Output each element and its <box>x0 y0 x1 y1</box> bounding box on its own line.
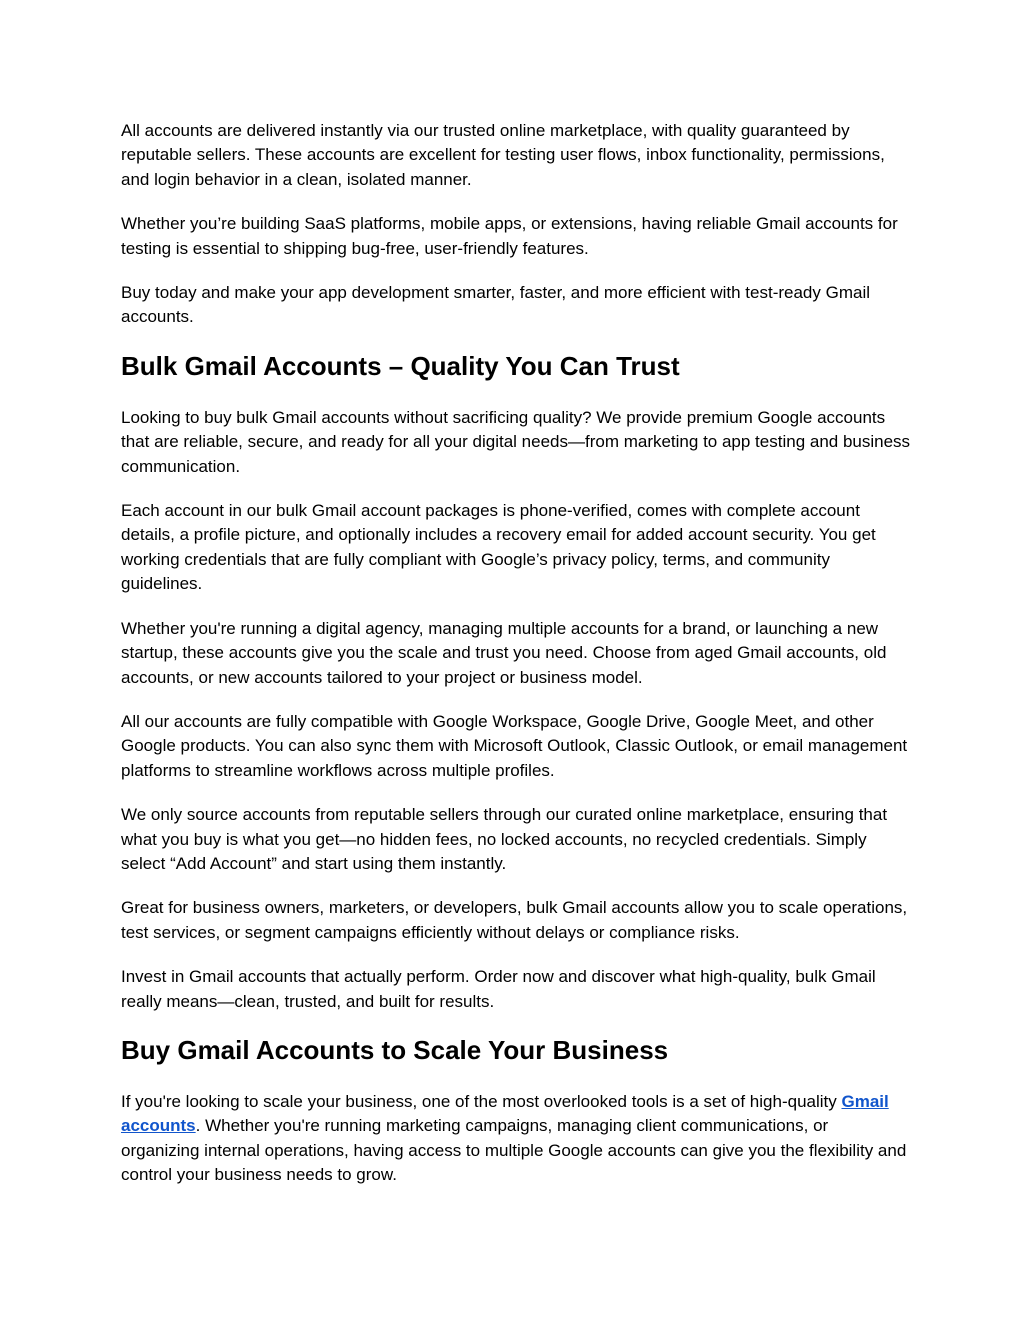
gmail-accounts-link[interactable]: Gmail accounts <box>121 1091 889 1136</box>
bulk-paragraph-5: We only source accounts from reputable sellers through our curated online marketplace, ensuring that what you buy is what you get—no hidden fees, no locked accounts, no recycled credentials. Simply select “Add Account” and start using them instantly. <box>121 805 888 873</box>
scale-paragraph-1-rest: . Whether you're running marketing campaigns, managing client communications, or organizing internal operations, having access to multiple Google accounts can give you the flexibility and control your business needs to grow. <box>121 1116 907 1185</box>
bulk-paragraph-2: Each account in our bulk Gmail account packages is phone-verified, comes with complete account details, a profile picture, and optionally includes a recovery email for added account security. You get working credentials that are fully compliant with Google’s privacy policy, terms, and community guidelines. <box>121 501 876 594</box>
scale-paragraph-1-lead: If you're looking to scale your business, one of the most overlooked tools is a set of high-quality <box>121 1091 842 1111</box>
bulk-paragraph-7: Invest in Gmail accounts that actually perform. Order now and discover what high-quality, bulk Gmail really means—clean, trusted, and built for results. <box>121 967 876 1011</box>
document-page <box>121 119 911 1208</box>
intro-paragraph-1: All accounts are delivered instantly via our trusted online marketplace, with quality guaranteed by reputable sellers. These accounts are excellent for testing user flows, inbox functionality, permissions, and login behavior in a clean, isolated manner. <box>121 121 885 189</box>
intro-paragraph-3: Buy today and make your app development smarter, faster, and more efficient with test-ready Gmail accounts. <box>121 283 871 327</box>
bulk-paragraph-1: Looking to buy bulk Gmail accounts without sacrificing quality? We provide premium Google accounts that are reliable, secure, and ready for all your digital needs—from marketing to app testing and business communication. <box>121 407 911 476</box>
intro-paragraph-2: Whether you’re building SaaS platforms, mobile apps, or extensions, having reliable Gmail accounts for testing is essential to shipping bug-free, user-friendly features. <box>121 214 898 258</box>
bulk-paragraph-3: Whether you're running a digital agency, managing multiple accounts for a brand, or launching a new startup, these accounts give you the scale and trust you need. Choose from aged Gmail accounts, old accounts, or new accounts tailored to your project or business model. <box>121 618 887 687</box>
scale-section-heading: Buy Gmail Accounts to Scale Your Business <box>121 1034 669 1065</box>
scale-paragraph-1 <box>121 1090 911 1188</box>
bulk-paragraph-6: Great for business owners, marketers, or developers, bulk Gmail accounts allow you to scale operations, test services, or segment campaigns efficiently without delays or compliance risks. <box>121 898 908 942</box>
bulk-paragraph-4: All our accounts are fully compatible with Google Workspace, Google Drive, Google Meet, and other Google products. You can also sync them with Microsoft Outlook, Classic Outlook, or email management platforms to streamline workflows across multiple profiles. <box>121 711 908 780</box>
bulk-section-heading: Bulk Gmail Accounts – Quality You Can Trust <box>121 350 680 381</box>
